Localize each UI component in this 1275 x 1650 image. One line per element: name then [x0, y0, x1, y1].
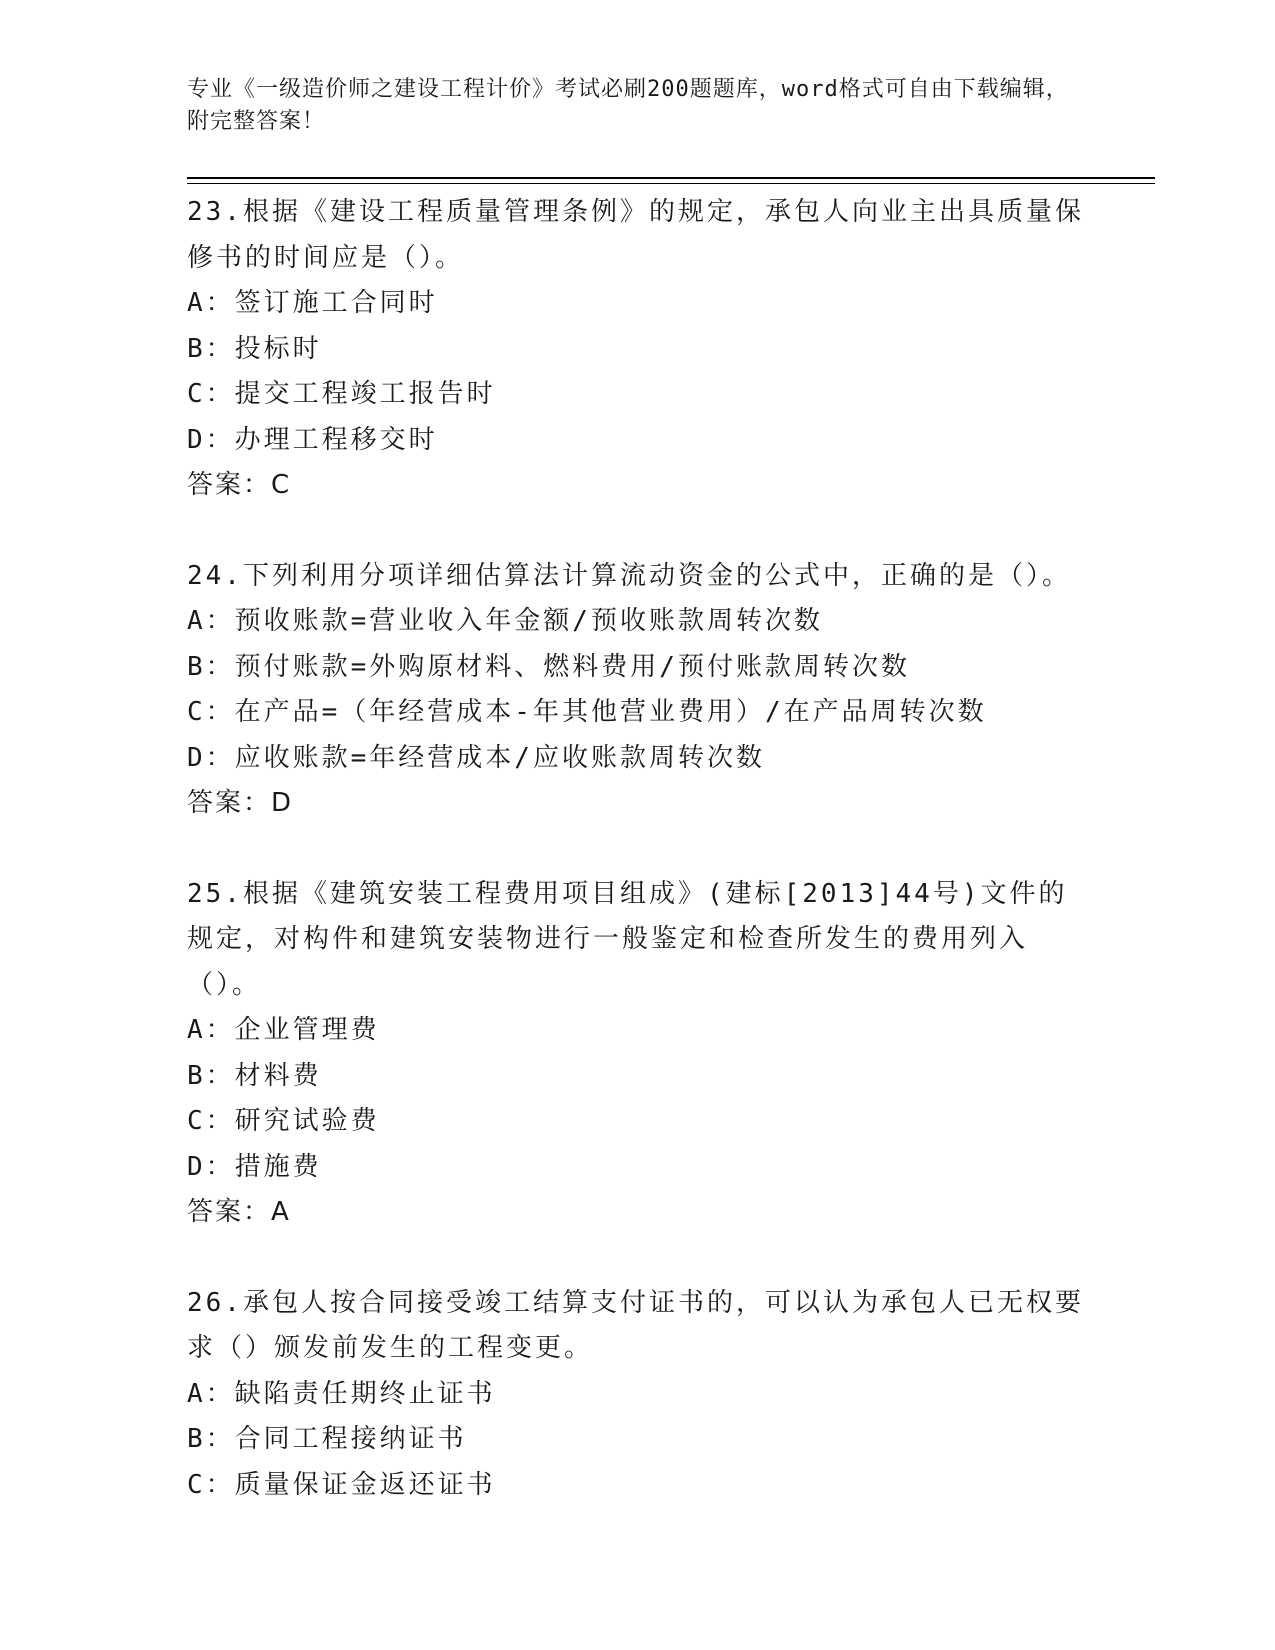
document-header — [187, 74, 1087, 138]
option-b: B：合同工程接纳证书 — [187, 1424, 467, 1454]
option-a: A：企业管理费 — [187, 1015, 380, 1045]
question-stem: 24.下列利用分项详细估算法计算流动资金的公式中，正确的是（）。 — [187, 560, 1071, 591]
header-text: 专业《一级造价师之建设工程计价》考试必刷200题题库，word格式可自由下载编辑，附完整答案！ — [187, 77, 1069, 134]
option-b: B：材料费 — [187, 1060, 322, 1091]
option-c: C：在产品=（年经营成本-年其他营业费用）/在产品周转次数 — [187, 697, 987, 727]
option-d: D：应收账款=年经营成本/应收账款周转次数 — [187, 742, 765, 773]
option-c: C：质量保证金返还证书 — [187, 1469, 496, 1500]
option-b: B：预付账款=外购原材料、燃料费用/预付账款周转次数 — [187, 651, 910, 682]
question-26 — [187, 1281, 1087, 1509]
question-stem: 25.根据《建筑安装工程费用项目组成》(建标[2013]44号)文件的规定，对构件和建筑安装物进行一般鉴定和检查所发生的费用列入（）。 — [187, 878, 1068, 1000]
option-d: D：措施费 — [187, 1151, 322, 1182]
question-list — [187, 190, 1087, 1553]
option-d: D：办理工程移交时 — [187, 424, 438, 455]
question-stem: 26.承包人按合同接受竣工结算支付证书的，可以认为承包人已无权要求（）颁发前发生的工程变更。 — [187, 1287, 1084, 1363]
header-divider-thin — [187, 183, 1155, 184]
option-a: A：签订施工合同时 — [187, 288, 438, 318]
header-divider-thick — [187, 177, 1155, 179]
option-a: A：预收账款=营业收入年金额/预收账款周转次数 — [187, 606, 823, 636]
option-c: C：研究试验费 — [187, 1106, 380, 1136]
answer: 答案：A — [187, 1197, 291, 1227]
option-b: B：投标时 — [187, 333, 322, 364]
option-a: A：缺陷责任期终止证书 — [187, 1378, 496, 1409]
question-stem: 23.根据《建设工程质量管理条例》的规定，承包人向业主出具质量保修书的时间应是（）。 — [187, 197, 1084, 273]
option-c: C：提交工程竣工报告时 — [187, 379, 496, 409]
question-23 — [187, 190, 1087, 509]
question-24 — [187, 554, 1087, 827]
answer: 答案：D — [187, 788, 294, 818]
answer: 答案：C — [187, 470, 292, 500]
question-25 — [187, 872, 1087, 1236]
